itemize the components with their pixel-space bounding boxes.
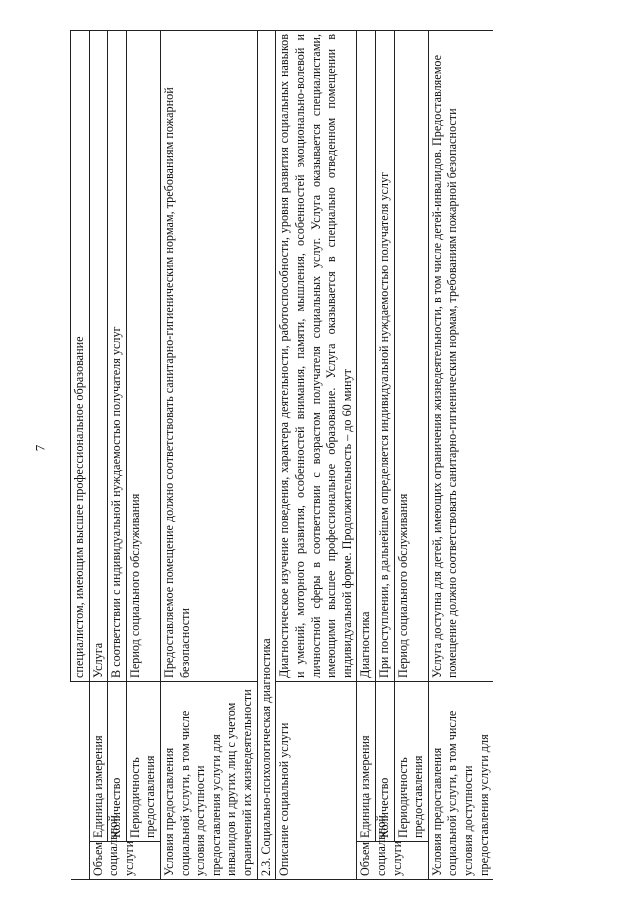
services-table <box>70 30 493 880</box>
unit-value: Услуга <box>89 31 108 682</box>
table-row <box>276 31 357 880</box>
periodicity-label-2: Периодичность предоставления <box>394 681 428 841</box>
specialist-note: специалистом, имеющим высшее профессиональное образование <box>71 31 90 682</box>
table-row <box>257 31 276 880</box>
conditions-label-2: Условия предоставления социальной услуги, в том числе условия доступности предоставления услуги для <box>428 681 493 879</box>
periodicity-value: Период социального обслуживания <box>126 31 160 682</box>
table-row <box>357 31 376 880</box>
periodicity-value-2: Период социального обслуживания <box>394 31 428 682</box>
quantity-value: В соответствии с индивидуальной нуждаемостью получателя услуг <box>108 31 127 682</box>
table-row <box>375 31 394 880</box>
table-row <box>89 31 108 880</box>
unit-label: Единица измерения <box>89 681 108 841</box>
table-row <box>108 31 127 880</box>
volume-label: Объем социальной услуги <box>89 842 160 880</box>
document-table-container <box>70 30 590 880</box>
unit-label-2: Единица измерения <box>357 681 376 841</box>
quantity-value-2: При поступлении, в дальнейшем определяется индивидуальной нуждаемостью получателя услуг <box>375 31 394 682</box>
table-row <box>126 31 160 880</box>
unit-value-2: Диагностика <box>357 31 376 682</box>
quantity-label-2: Количество <box>375 681 394 841</box>
table-row <box>394 31 428 880</box>
periodicity-label: Периодичность предоставления <box>126 681 160 841</box>
description-label: Описание социальной услуги <box>276 681 357 879</box>
conditions-label: Условия предоставления социальной услуги, в том числе условия доступности предоставления услуги для инвалидов и других лиц с учетом ограничений их жизнедеятельности <box>161 681 258 879</box>
conditions-value: Предоставляемое помещение должно соответствовать санитарно-гигиеническим нормам, требованиям пожарной безопасности <box>161 31 258 682</box>
volume-label-2: Объем социальной услуги <box>357 842 428 880</box>
section-title: 2.3. Социально-психологическая диагностика <box>257 31 276 880</box>
conditions-value-2: Услуга доступна для детей, имеющих ограничения жизнедеятельности, в том числе детей-инвалидов. Предоставляемое помещение должно соответствовать санитарно-гигиеническим нормам, требованиям пожарной безопасности <box>428 31 493 682</box>
page-number: 7 <box>32 444 48 452</box>
table-row <box>161 31 258 880</box>
table-row <box>71 31 90 880</box>
description-value: Диагностическое изучение поведения, характера деятельности, работоспособности, уровня развития социальных навыков и умений, моторного развития, особенностей внимания, памяти, мышления, особенностей эмоционально-волевой и личностной сферы в соответствии с возрастом получателя социальных услуг. Услуга оказывается специалистами, имеющими высшее профессиональное образование. Услуга оказывается в специально отведенном помещении в индивидуальной форме. Продолжительность – до 60 минут <box>276 31 357 682</box>
quantity-label: Количество <box>108 681 127 841</box>
table-row <box>428 31 493 880</box>
